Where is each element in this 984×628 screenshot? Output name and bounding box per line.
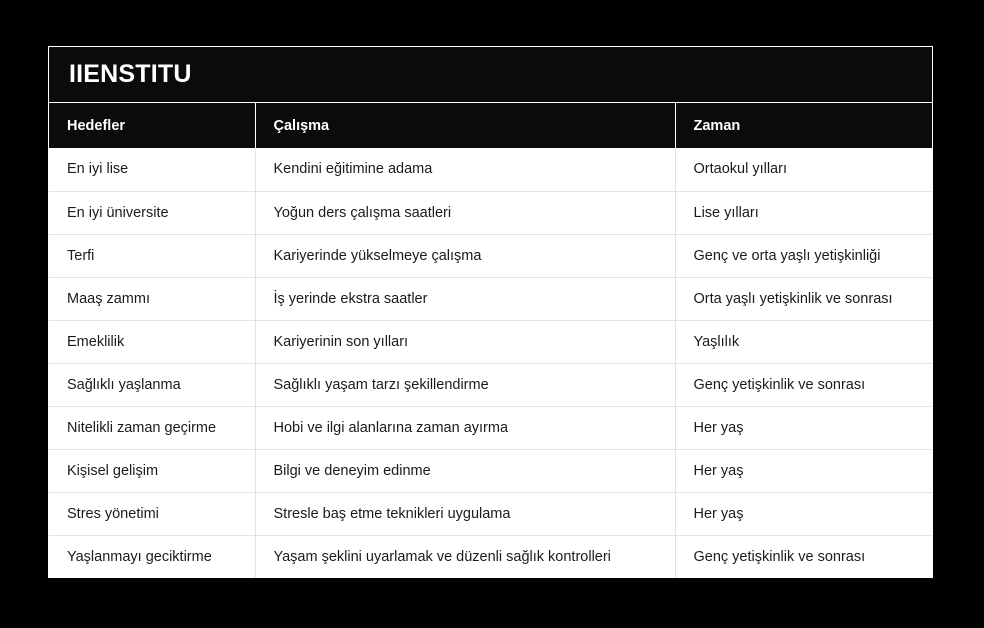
cell-zaman: Genç ve orta yaşlı yetişkinliği: [675, 234, 932, 277]
cell-hedefler: Sağlıklı yaşlanma: [49, 363, 255, 406]
cell-zaman: Yaşlılık: [675, 320, 932, 363]
cell-calisma: Yoğun ders çalışma saatleri: [255, 191, 675, 234]
cell-hedefler: En iyi üniversite: [49, 191, 255, 234]
table-row: [49, 320, 932, 363]
cell-calisma: Kendini eğitimine adama: [255, 148, 675, 191]
table-row: [49, 492, 932, 535]
cell-zaman: Lise yılları: [675, 191, 932, 234]
cell-hedefler: Stres yönetimi: [49, 492, 255, 535]
column-header-zaman: Zaman: [675, 103, 932, 148]
cell-calisma: Kariyerinde yükselmeye çalışma: [255, 234, 675, 277]
cell-zaman: Her yaş: [675, 449, 932, 492]
column-header-calisma: Çalışma: [255, 103, 675, 148]
cell-zaman: Her yaş: [675, 406, 932, 449]
cell-zaman: Her yaş: [675, 492, 932, 535]
cell-hedefler: Terfi: [49, 234, 255, 277]
cell-hedefler: En iyi lise: [49, 148, 255, 191]
cell-zaman: Ortaokul yılları: [675, 148, 932, 191]
column-header-hedefler: Hedefler: [49, 103, 255, 148]
table-row: [49, 234, 932, 277]
cell-calisma: Yaşam şeklini uyarlamak ve düzenli sağlık kontrolleri: [255, 535, 675, 578]
table-header: [49, 103, 932, 148]
table-row: [49, 535, 932, 578]
cell-calisma: Sağlıklı yaşam tarzı şekillendirme: [255, 363, 675, 406]
goals-table: [49, 103, 932, 578]
cell-zaman: Genç yetişkinlik ve sonrası: [675, 535, 932, 578]
cell-zaman: Orta yaşlı yetişkinlik ve sonrası: [675, 277, 932, 320]
cell-calisma: Kariyerinin son yılları: [255, 320, 675, 363]
cell-calisma: Stresle baş etme teknikleri uygulama: [255, 492, 675, 535]
cell-calisma: Bilgi ve deneyim edinme: [255, 449, 675, 492]
table-header-row: [49, 103, 932, 148]
cell-calisma: İş yerinde ekstra saatler: [255, 277, 675, 320]
infographic-card: [48, 46, 933, 578]
cell-hedefler: Emeklilik: [49, 320, 255, 363]
cell-hedefler: Kişisel gelişim: [49, 449, 255, 492]
table-row: [49, 277, 932, 320]
brand-logo: IIENSTITU: [69, 60, 192, 88]
table-body: [49, 148, 932, 578]
cell-hedefler: Nitelikli zaman geçirme: [49, 406, 255, 449]
brand-bar: [49, 47, 932, 103]
cell-calisma: Hobi ve ilgi alanlarına zaman ayırma: [255, 406, 675, 449]
table-row: [49, 449, 932, 492]
table-row: [49, 191, 932, 234]
cell-hedefler: Yaşlanmayı geciktirme: [49, 535, 255, 578]
table-row: [49, 406, 932, 449]
table-row: [49, 363, 932, 406]
cell-hedefler: Maaş zammı: [49, 277, 255, 320]
table-row: [49, 148, 932, 191]
cell-zaman: Genç yetişkinlik ve sonrası: [675, 363, 932, 406]
